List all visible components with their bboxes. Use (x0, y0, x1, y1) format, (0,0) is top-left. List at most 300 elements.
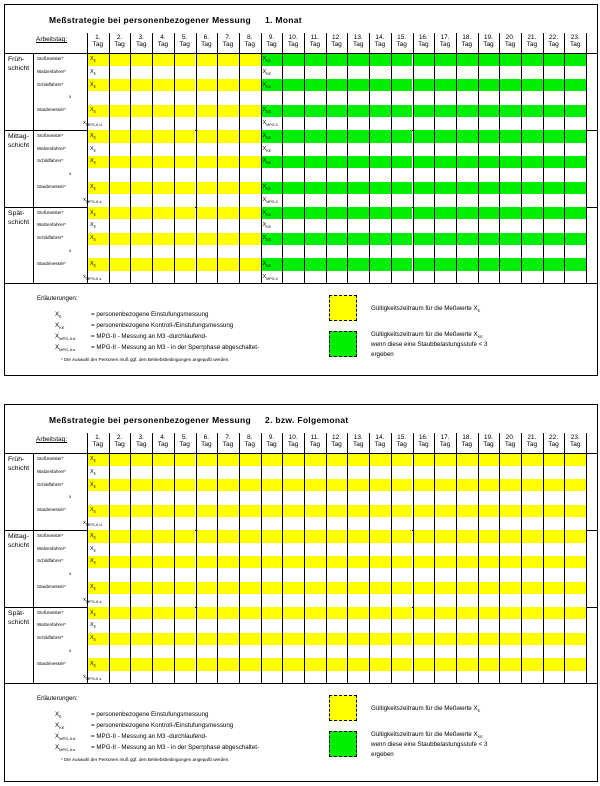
day-number: 20. (505, 34, 515, 41)
marker-day9: $X_{KE}$ (262, 260, 272, 268)
grid-vline (282, 433, 283, 683)
fill-cell (130, 182, 152, 194)
row-person-label: Stoßmeister* (37, 456, 64, 461)
fill-cell (152, 607, 174, 619)
legend-sub: KE (59, 725, 65, 731)
fill-cell (326, 54, 348, 66)
day-number: 17. (440, 34, 450, 41)
shift-name: Spät- schicht (8, 209, 30, 226)
day-number: 2. (116, 434, 123, 441)
fill-cell (109, 105, 131, 117)
panel-title-text: Meßstrategie bei personenbezogener Messung (49, 15, 252, 25)
fill-cell (152, 530, 174, 542)
marker-sub: E (93, 548, 97, 553)
fill-cell (326, 479, 348, 491)
grid-vline (521, 33, 522, 283)
fill-cell (543, 658, 565, 670)
fill-cell (196, 582, 218, 594)
fill-cell (413, 54, 435, 66)
fill-cell (456, 530, 478, 542)
day-tag: Tag (461, 41, 472, 48)
fill-cell (239, 607, 261, 619)
legend-text: = MPG-II - Messung an M3 -durchlaufend- (91, 733, 208, 741)
marker-sub: MPG-II (266, 199, 278, 204)
day-number: 4. (160, 34, 166, 41)
fill-cell (282, 607, 304, 619)
grid-vline (130, 433, 131, 683)
fill-cell (369, 79, 391, 91)
fill-cell (217, 233, 239, 245)
fill-cell (521, 156, 543, 168)
marker-day1: $X_E$ (90, 260, 97, 268)
fill-cell (174, 54, 196, 66)
fill-cell (347, 233, 369, 245)
fill-cell (499, 454, 521, 466)
fill-cell (152, 633, 174, 645)
fill-cell (478, 54, 500, 66)
fill-cell (499, 556, 521, 568)
day-number: 12. (332, 434, 342, 441)
marker-day9: $X_{KE}$ (262, 132, 272, 140)
day-tag: Tag (201, 41, 212, 48)
fill-cell (217, 156, 239, 168)
fill-cell (391, 505, 413, 517)
day-number: 6. (203, 434, 210, 441)
day-number: 3. (138, 434, 144, 441)
row-person-label: Stoßmeister* (37, 532, 64, 538)
fill-cell (217, 556, 239, 568)
day-header-19 (479, 34, 499, 48)
arbeitstag-label: Arbeitstag: (36, 36, 68, 43)
fill-cell (304, 156, 326, 168)
marker-day1: $X_E$ (90, 558, 97, 566)
grid-vline (109, 433, 110, 683)
day-tag: Tag (157, 41, 169, 48)
day-number: 13. (353, 434, 363, 441)
fill-cell (130, 233, 152, 245)
fill-cell (413, 582, 435, 594)
marker-sub: E (93, 59, 97, 64)
fill-cell (282, 207, 304, 219)
fill-cell (152, 658, 174, 670)
grid-vline (499, 33, 500, 283)
legend-swatch-green (329, 331, 357, 357)
fill-cell (369, 505, 391, 517)
row-person-label: Stoßmeister* (37, 56, 64, 61)
fill-cell (239, 479, 261, 491)
fill-cell (434, 505, 456, 517)
fill-cell (478, 130, 500, 142)
shift-name: Mittag- schicht (8, 132, 30, 149)
fill-cell (326, 233, 348, 245)
fill-cell (217, 454, 239, 466)
grid-vline (564, 33, 565, 283)
day-header-10 (283, 34, 303, 48)
fill-cell (326, 79, 348, 91)
marker-day1: $X_E$ (90, 158, 97, 166)
fill-cell (304, 130, 326, 142)
fill-cell (456, 79, 478, 91)
header-line (5, 53, 597, 54)
day-number: 8. (247, 34, 253, 41)
grid-vline (521, 433, 522, 683)
row-person-label: Schildfahrer* (37, 558, 64, 564)
marker-day1: $X_E$ (90, 145, 97, 153)
fill-cell (196, 607, 218, 619)
fill-cell (413, 505, 435, 517)
fill-cell (109, 658, 131, 670)
row-separator-x: x (69, 248, 72, 253)
day-tag: Tag (526, 41, 538, 48)
fill-cell (543, 79, 565, 91)
fill-cell (391, 658, 413, 670)
day-tag: Tag (439, 441, 451, 448)
fill-cell (130, 156, 152, 168)
fill-cell (369, 130, 391, 142)
day-tag: Tag (569, 41, 581, 48)
marker-sub: KE (266, 225, 272, 230)
fill-cell (282, 658, 304, 670)
day-header-7 (218, 34, 238, 48)
fill-cell (130, 79, 152, 91)
row-person-label: Staubmesser* (37, 260, 66, 266)
fill-cell (130, 130, 152, 142)
fill-cell (174, 130, 196, 142)
row-separator-x: x (69, 648, 72, 653)
fill-cell (347, 54, 369, 66)
day-tag: Tag (548, 441, 559, 448)
fill-cell (326, 454, 348, 466)
fill-cell (499, 582, 521, 594)
legend-sub: KE (59, 325, 65, 331)
fill-cell (304, 454, 326, 466)
fill-cell (152, 156, 174, 168)
row-person-label: Schildfahrer* (37, 481, 64, 487)
row-mpg-sub: MPG-II-s (86, 199, 102, 204)
fill-cell (109, 479, 131, 491)
row-person-label: Staubmesser* (37, 584, 66, 589)
legend-symbol: $X_{MPG-II-d}$ (55, 333, 76, 342)
shift-divider (5, 283, 597, 284)
fill-cell (326, 658, 348, 670)
fill-cell (196, 182, 218, 194)
fill-cell (369, 156, 391, 168)
fill-cell (521, 556, 543, 568)
fill-cell (391, 207, 413, 219)
row-mpg-label: $X_{MPG-II-d}$ (83, 120, 102, 127)
fill-cell (499, 156, 521, 168)
row-mpg-label: $X_{MPG-II-s}$ (83, 273, 102, 281)
panel-month-2 (4, 404, 598, 782)
fill-cell (456, 454, 478, 466)
fill-cell (543, 182, 565, 194)
day-number: 11. (310, 434, 320, 441)
fill-cell (326, 156, 348, 168)
fill-cell (564, 658, 586, 670)
day-header-13 (348, 434, 368, 448)
fill-cell (217, 633, 239, 645)
fill-cell (499, 182, 521, 194)
fill-cell (499, 79, 521, 91)
day-header-10 (283, 434, 303, 448)
fill-cell (478, 156, 500, 168)
legend-yellow-text: Gültigkeitszeitraum für die Meßwerte $X_E$ (371, 705, 481, 714)
row-person-label: Walzenfahrer* (37, 545, 66, 551)
row-person-label: Staubmesser* (37, 107, 66, 113)
fill-cell (391, 130, 413, 142)
fill-cell (152, 54, 174, 66)
grid-vline (87, 433, 88, 683)
day-header-1 (88, 34, 108, 48)
fill-cell (369, 105, 391, 117)
fill-cell (521, 607, 543, 619)
fill-cell (564, 182, 586, 194)
row-person-label: Staubmesser* (37, 184, 66, 189)
marker-day9: $X_{MPG-II}$ (262, 120, 278, 128)
marker-sub: E (93, 71, 97, 76)
legend-sub: MPG-II-d (59, 336, 76, 342)
fill-cell (434, 556, 456, 568)
fill-cell (543, 233, 565, 245)
fill-cell (456, 607, 478, 619)
fill-cell (347, 505, 369, 517)
day-tag: Tag (287, 41, 299, 48)
fill-cell (239, 658, 261, 670)
fill-cell (413, 79, 435, 91)
label-vline (33, 453, 34, 683)
marker-day9: $X_{KE}$ (262, 68, 272, 76)
day-tag: Tag (222, 441, 234, 448)
day-header-9 (262, 434, 282, 448)
fill-cell (130, 582, 152, 594)
day-number: 7. (225, 434, 231, 441)
fill-cell (347, 633, 369, 645)
grid-vline (391, 433, 392, 683)
marker-day9: $X_{KE}$ (262, 107, 272, 115)
fill-cell (130, 258, 152, 270)
day-number: 15. (397, 34, 407, 41)
fill-cell (391, 182, 413, 194)
day-tag: Tag (179, 441, 190, 448)
row-mpg-label: $X_{MPG-II-s}$ (83, 596, 102, 604)
fill-cell (434, 79, 456, 91)
fill-cell (304, 633, 326, 645)
marker-day1: $X_E$ (90, 635, 97, 643)
fill-cell (456, 505, 478, 517)
fill-cell (413, 556, 435, 568)
fill-cell (413, 530, 435, 542)
marker-sub: E (93, 187, 97, 192)
fill-cell (456, 582, 478, 594)
row-person-label: Stoßmeister* (37, 209, 64, 215)
fill-cell (434, 479, 456, 491)
fill-cell (282, 182, 304, 194)
fill-cell (109, 182, 131, 194)
fill-cell (564, 479, 586, 491)
fill-cell (326, 633, 348, 645)
fill-cell (174, 454, 196, 466)
panel-title (49, 415, 349, 425)
day-tag: Tag (569, 441, 581, 448)
day-number: 5. (181, 34, 188, 41)
fill-cell (109, 233, 131, 245)
fill-cell (564, 207, 586, 219)
fill-cell (130, 607, 152, 619)
legend-sub: KE (477, 334, 483, 340)
fill-cell (217, 505, 239, 517)
fill-cell (326, 130, 348, 142)
grid-vline (304, 433, 305, 683)
fill-cell (217, 130, 239, 142)
marker-sub: E (93, 110, 97, 115)
marker-day1: $X_E$ (90, 235, 97, 243)
fill-cell (521, 207, 543, 219)
legend-sub: E (477, 308, 481, 314)
day-tag: Tag (222, 41, 234, 48)
marker-sub: KE (266, 148, 272, 153)
fill-cell (521, 454, 543, 466)
fill-cell (196, 530, 218, 542)
fill-cell (456, 207, 478, 219)
fill-cell (152, 258, 174, 270)
marker-sub: E (93, 561, 97, 566)
fill-cell (152, 105, 174, 117)
fill-cell (347, 556, 369, 568)
grid-vline (499, 433, 500, 683)
fill-cell (434, 607, 456, 619)
fill-cell (282, 258, 304, 270)
fill-cell (239, 454, 261, 466)
day-header-5 (175, 34, 195, 48)
fill-cell (239, 582, 261, 594)
fill-cell (499, 658, 521, 670)
fill-cell (564, 505, 586, 517)
marker-day1: $X_E$ (90, 622, 97, 630)
day-tag: Tag (201, 441, 212, 448)
fill-cell (282, 105, 304, 117)
grid-vline (369, 433, 370, 683)
fill-cell (152, 505, 174, 517)
fill-cell (152, 207, 174, 219)
day-header-18 (457, 434, 477, 448)
legend-green-text-1: Gültigkeitszeitraum für die Meßwerte $X_{KE}$ (371, 331, 483, 340)
footnote: * Die Auswahl der Personen muß ggf. den Betriebsbedingungen angepaßt werden. (61, 357, 230, 363)
fill-cell (543, 156, 565, 168)
fill-cell (456, 479, 478, 491)
day-header-11 (305, 434, 325, 448)
fill-cell (282, 156, 304, 168)
fill-cell (152, 582, 174, 594)
legend-text: = MPG-II - Messung an M3 - in der Sperrphase abgeschaltet- (91, 744, 259, 752)
fill-cell (369, 258, 391, 270)
fill-cell (196, 556, 218, 568)
day-tag: Tag (92, 41, 104, 48)
fill-cell (130, 105, 152, 117)
marker-sub: E (93, 510, 97, 515)
day-tag: Tag (418, 441, 429, 448)
day-number: 23. (570, 34, 580, 41)
grid-vline (434, 433, 435, 683)
fill-cell (239, 182, 261, 194)
fill-cell (326, 207, 348, 219)
fill-cell (261, 530, 283, 542)
fill-cell (217, 105, 239, 117)
day-tag: Tag (331, 41, 342, 48)
fill-cell (196, 658, 218, 670)
fill-cell (499, 130, 521, 142)
day-tag: Tag (461, 441, 472, 448)
fill-cell (499, 505, 521, 517)
marker-day9: $X_{KE}$ (262, 209, 272, 217)
fill-cell (196, 505, 218, 517)
fill-cell (196, 454, 218, 466)
marker-sub: E (93, 484, 97, 489)
fill-cell (217, 582, 239, 594)
row-separator-x: x (69, 171, 72, 177)
panel-month-1 (4, 4, 598, 376)
day-tag: Tag (157, 441, 169, 448)
grid-vline (87, 33, 88, 283)
label-vline (33, 53, 34, 283)
row-person-label: Schildfahrer* (37, 635, 64, 641)
day-number: 10. (288, 34, 298, 41)
fill-cell (413, 207, 435, 219)
shift-name: Spät- schicht (8, 609, 30, 626)
legend-symbol: $X_E$ (55, 711, 62, 720)
fill-cell (347, 582, 369, 594)
fill-cell (152, 479, 174, 491)
day-tag: Tag (374, 41, 386, 48)
day-header-18 (457, 34, 477, 48)
day-number: 4. (160, 434, 166, 441)
footnote: * Die Auswahl der Personen muß ggf. den Betriebsbedingungen angepaßt werden. (61, 757, 230, 763)
fill-cell (369, 530, 391, 542)
fill-cell (521, 633, 543, 645)
marker-sub: MPG-II (266, 276, 278, 281)
day-header-16 (414, 34, 434, 48)
fill-cell (109, 530, 131, 542)
fill-cell (456, 182, 478, 194)
fill-cell (456, 105, 478, 117)
legend-text: = personenbezogene Einstufungsmessung (91, 711, 209, 719)
marker-sub: MPG-II (266, 123, 278, 128)
day-tag: Tag (352, 41, 364, 48)
fill-cell (152, 79, 174, 91)
day-number: 5. (181, 434, 188, 441)
fill-cell (109, 54, 131, 66)
header-line (5, 453, 597, 454)
grid-vline (347, 33, 348, 283)
legend-sub: KE (477, 734, 483, 740)
fill-cell (174, 479, 196, 491)
fill-cell (239, 156, 261, 168)
grid-vline (239, 433, 240, 683)
fill-cell (521, 130, 543, 142)
fill-cell (174, 258, 196, 270)
grid-vline (130, 33, 131, 283)
day-header-21 (522, 34, 542, 48)
fill-cell (369, 658, 391, 670)
legend-swatch-yellow (329, 695, 357, 721)
fill-cell (478, 505, 500, 517)
day-header-13 (348, 34, 368, 48)
fill-cell (521, 54, 543, 66)
marker-day1: $X_E$ (90, 545, 97, 553)
marker-sub: E (93, 663, 97, 668)
fill-cell (239, 258, 261, 270)
fill-cell (478, 454, 500, 466)
fill-cell (478, 582, 500, 594)
